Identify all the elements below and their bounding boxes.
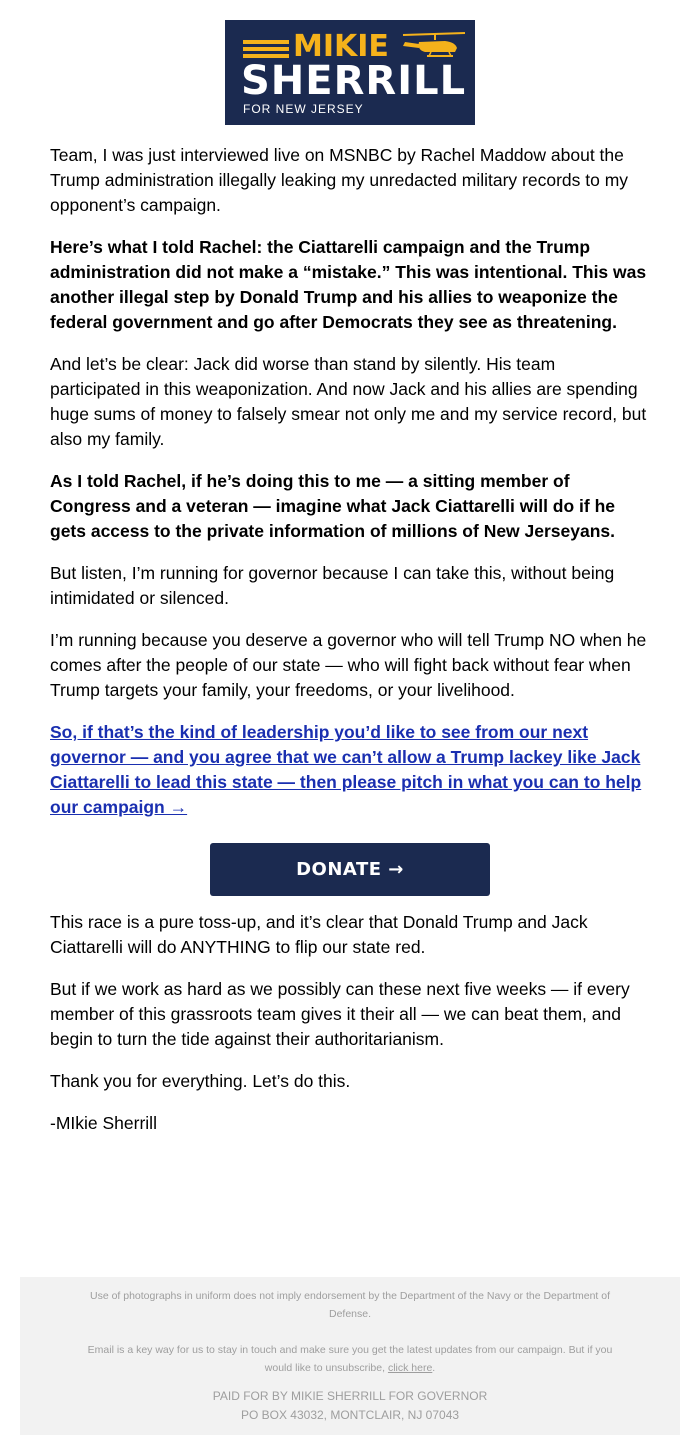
donate-button-wrapper [50, 835, 650, 905]
logo-tagline: FOR NEW JERSEY [243, 102, 364, 116]
cta-paragraph [50, 720, 650, 820]
unsubscribe-end: . [432, 1362, 436, 1374]
mailing-address: PO BOX 43032, MONTCLAIR, NJ 07043 [240, 1408, 460, 1422]
paragraph-4: As I told Rachel, if he’s doing this to me — a sitting member of Congress and a veteran — imagine what Jack Ciattarelli will do if he gets access to the private information of millions of New Jerseyans. [50, 471, 616, 541]
paragraph-2: Here’s what I told Rachel: the Ciattarelli campaign and the Trump administration did not make a “mistake.” This was intentional. This was another illegal step by Donald Trump and his allies to weaponize the federal government and go after Democrats they see as threatening. [50, 237, 647, 332]
paid-for-line: PAID FOR BY MIKIE SHERRILL FOR GOVERNOR [212, 1389, 488, 1403]
footer-disclaimer: Use of photographs in uniform does not imply endorsement by the Department of the Navy or the Department of Defense. [89, 1290, 611, 1320]
email-footer [20, 1277, 680, 1435]
paragraph-5: But listen, I’m running for governor because I can take this, without being intimidated or silenced. [50, 563, 615, 608]
paragraph-7: This race is a pure toss-up, and it’s clear that Donald Trump and Jack Ciattarelli will do ANYTHING to flip our state red. [50, 912, 588, 957]
paragraph-1: Team, I was just interviewed live on MSNBC by Rachel Maddow about the Trump administration illegally leaking my unredacted military records to my opponent’s campaign. [50, 145, 629, 215]
footer-unsubscribe [80, 1341, 620, 1377]
logo-last-name: SHERRILL [241, 58, 467, 104]
paragraph-8: But if we work as hard as we possibly can these next five weeks — if every member of this grassroots team gives it their all — we can beat them, and begin to turn the tide against their authoritarianism. [50, 979, 630, 1049]
email-body [50, 143, 650, 1153]
donate-button[interactable]: DONATE → [210, 843, 490, 896]
paid-for-notice [20, 1387, 680, 1425]
donate-cta-link[interactable]: So, if that’s the kind of leadership you’d like to see from our next governor — and you agree that we can’t allow a Trump lackey like Jack Ciattarelli to lead this state — then please pitch in what you can to help our campaign → [50, 722, 642, 817]
unsubscribe-link[interactable]: click here [387, 1362, 433, 1374]
logo-first-name: MIKIE [293, 29, 389, 64]
paragraph-9: Thank you for everything. Let’s do this. [50, 1071, 351, 1091]
paragraph-3: And let’s be clear: Jack did worse than stand by silently. His team participated in this weaponization. And now Jack and his allies are spending huge sums of money to falsely smear not only me and my service record, but also my family. [50, 354, 647, 449]
unsubscribe-text: Email is a key way for us to stay in touch and make sure you get the latest updates from our campaign. But if you would like to unsubscribe, [87, 1344, 613, 1374]
paragraph-6: I’m running because you deserve a governor who will tell Trump NO when he comes after the people of our state — who will fight back without fear when Trump targets your family, your freedoms, or your livelihood. [50, 630, 647, 700]
signature: -MIkie Sherrill [50, 1113, 157, 1133]
campaign-logo [225, 20, 475, 125]
